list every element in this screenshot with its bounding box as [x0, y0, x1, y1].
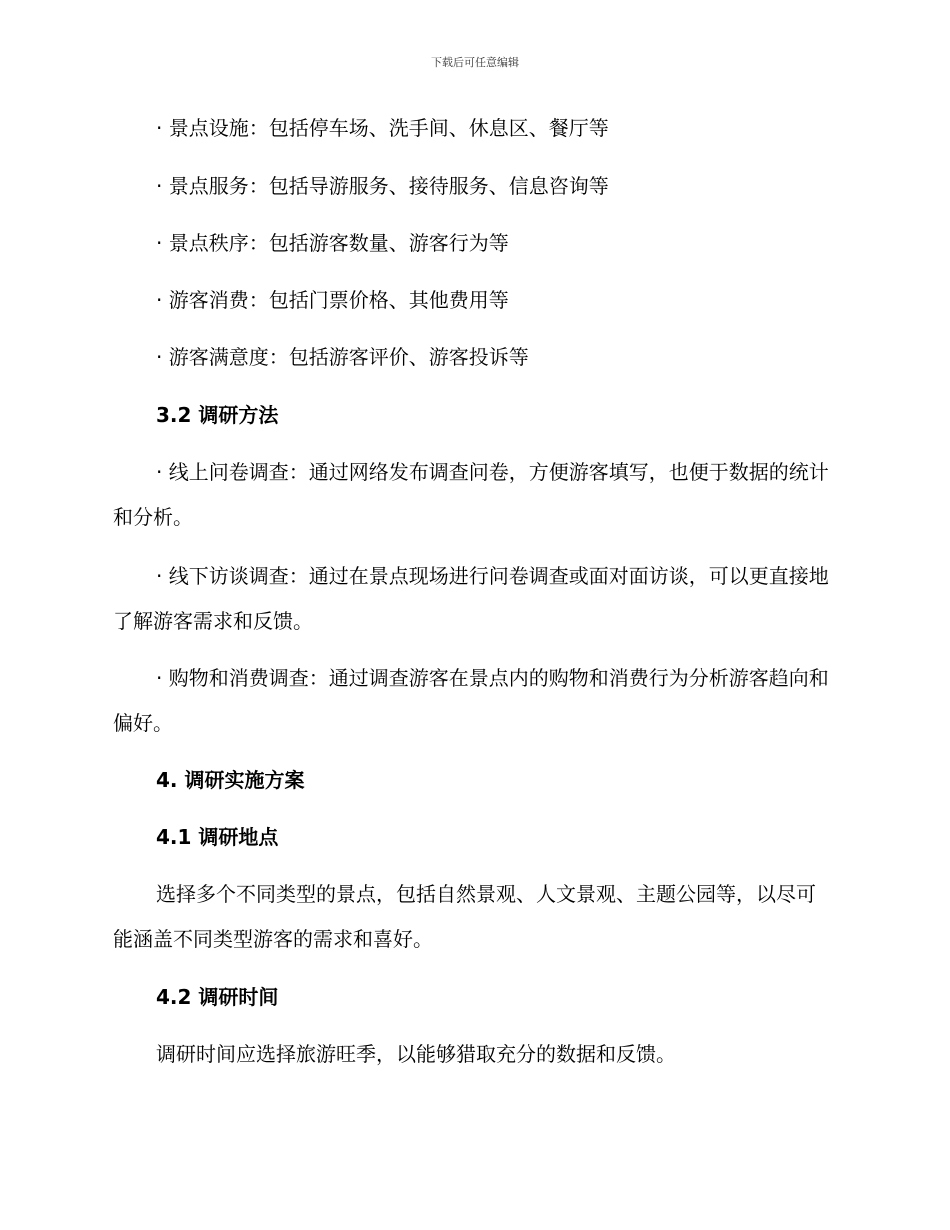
page-header: 下载后可任意编辑: [431, 56, 519, 69]
item-online-survey: · 线上问卷调查：通过网络发布调查问卷，方便游客填写，也便于数据的统计和分析。: [113, 460, 829, 529]
item-shopping-survey: · 购物和消费调查：通过调查游客在景点内的购物和消费行为分析游客趋向和偏好。: [113, 666, 829, 735]
item-facilities: · 景点设施：包括停车场、洗手间、休息区、餐厅等: [156, 116, 609, 140]
section-heading-4-1: 4.1 调研地点: [156, 825, 279, 849]
section-heading-3-2: 3.2 调研方法: [156, 403, 279, 427]
time-paragraph: 调研时间应选择旅游旺季，以能够猎取充分的数据和反馈。: [156, 1042, 676, 1066]
section-heading-4-2: 4.2 调研时间: [156, 985, 279, 1009]
item-offline-survey: · 线下访谈调查：通过在景点现场进行问卷调查或面对面访谈，可以更直接地了解游客需求和反馈。: [113, 564, 829, 633]
item-order: · 景点秩序：包括游客数量、游客行为等: [156, 231, 509, 255]
item-services: · 景点服务：包括导游服务、接待服务、信息咨询等: [156, 174, 609, 198]
item-satisfaction: · 游客满意度：包括游客评价、游客投诉等: [156, 345, 529, 369]
section-heading-4: 4. 调研实施方案: [156, 768, 305, 792]
location-paragraph: 选择多个不同类型的景点，包括自然景观、人文景观、主题公园等，以尽可能涵盖不同类型游客的需求和喜好。: [113, 882, 816, 951]
item-consumption: · 游客消费：包括门票价格、其他费用等: [156, 288, 509, 312]
